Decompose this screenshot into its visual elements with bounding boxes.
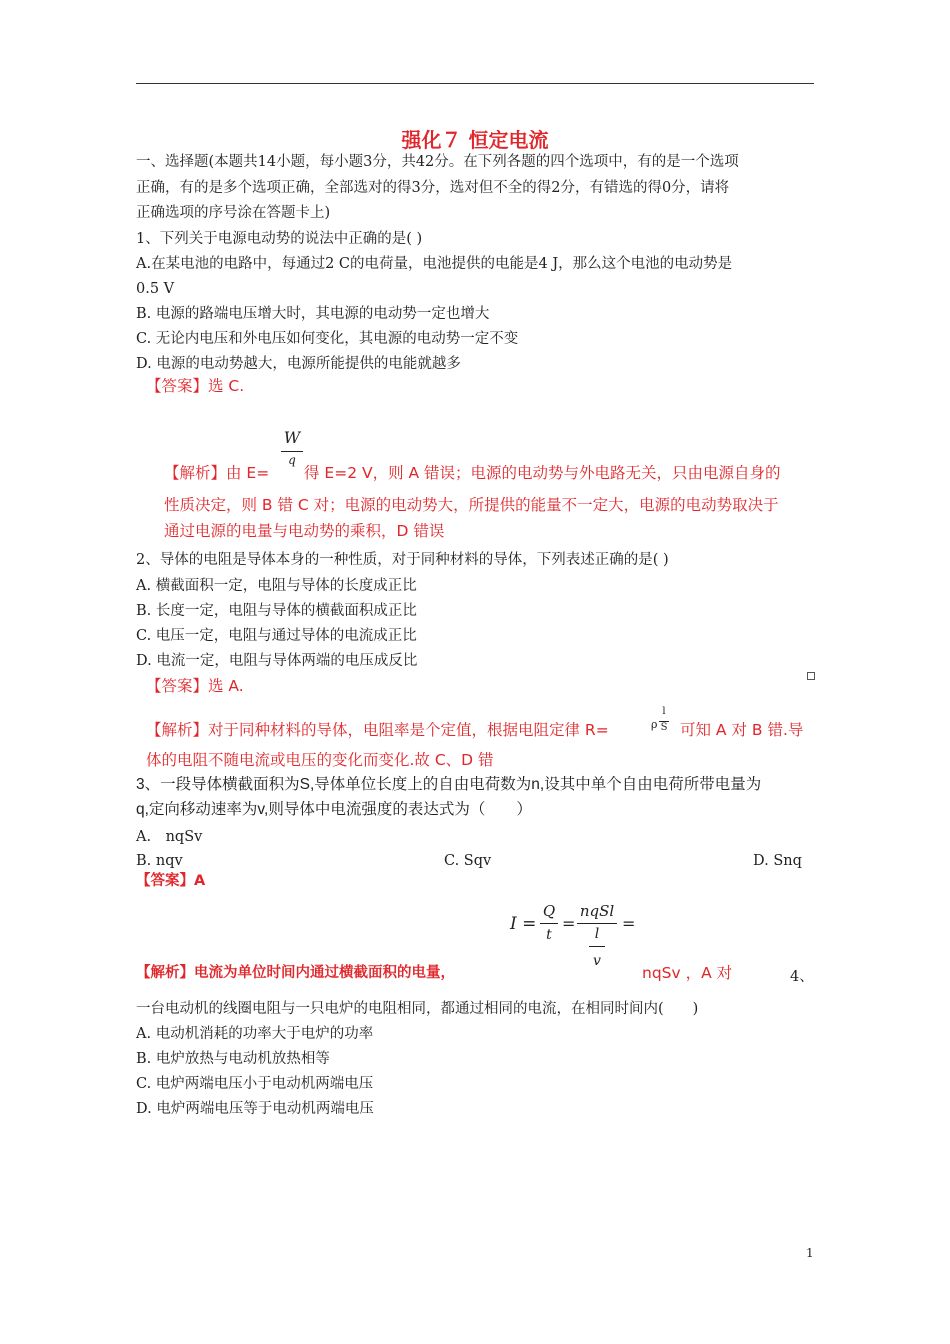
q2-option-b: B. 长度一定，电阻与导体的横截面积成正比: [136, 603, 417, 619]
q1-stem: 1、下列关于电源电动势的说法中正确的是( ): [136, 231, 423, 247]
q3-formula-q-denominator: t: [546, 927, 552, 943]
q1-frac-line: [281, 451, 303, 452]
q3-formula-v: v: [593, 953, 601, 969]
intro-line-3: 正确选项的序号涂在答题卡上): [136, 205, 331, 221]
q2-answer: 【答案】选 A.: [146, 677, 244, 695]
q4-option-a: A. 电动机消耗的功率大于电炉的功率: [136, 1026, 374, 1042]
q4-option-b: B. 电炉放热与电动机放热相等: [136, 1051, 330, 1067]
q2-frac-denominator: S: [660, 722, 668, 733]
q4-stem: 一台电动机的线圈电阻与一只电炉的电阻相同，都通过相同的电流，在相同时间内( ): [136, 1001, 699, 1017]
header-rule: [136, 83, 814, 84]
q4-option-d: D. 电炉两端电压等于电动机两端电压: [136, 1101, 374, 1117]
q1-option-d: D. 电源的电动势越大，电源所能提供的电能就越多: [136, 356, 461, 372]
q1-frac-numerator: W: [283, 428, 301, 447]
q3-analysis-end: nqSv ，A 对: [642, 964, 733, 982]
q2-analysis-rest: 可知 A 对 B 错.导: [680, 721, 804, 739]
q1-analysis-line-2: 性质决定，则 B 错 C 对；电源的电动势大，所提供的能量不一定大，电源的电动势取决于: [164, 496, 779, 514]
q2-option-d: D. 电流一定，电阻与导体两端的电压成反比: [136, 653, 418, 669]
q1-frac-denominator: q: [288, 453, 296, 467]
q3-formula-main-line: [577, 923, 617, 924]
q2-option-a: A. 横截面积一定，电阻与导体的长度成正比: [136, 578, 417, 594]
q3-stem-1: 3、一段导体横截面积为S,导体单位长度上的自由电荷数为n,设其中单个自由电荷所带电量为: [136, 776, 762, 793]
q1-analysis-rest: 得 E=2 V，则 A 错误；电源的电动势与外电路无关，只由电源自身的: [304, 464, 781, 482]
page-title: 强化７ 恒定电流: [401, 128, 549, 152]
q1-analysis-line-3: 通过电源的电量与电动势的乘积，D 错误: [164, 522, 445, 540]
q1-option-a-cont: 0.5 V: [136, 281, 175, 297]
q1-analysis-start: 【解析】由 E=: [164, 464, 270, 482]
q2-rho-symbol: ρ: [651, 718, 658, 731]
intro-line-1: 一、选择题(本题共14小题，每小题3分，共42分。在下列各题的四个选项中，有的是一个选项: [136, 154, 739, 170]
q3-stem-2: q,定向移动速率为v,则导体中电流强度的表达式为（ ）: [136, 801, 532, 818]
q4-option-c: C. 电炉两端电压小于电动机两端电压: [136, 1076, 374, 1092]
small-square-icon: [807, 672, 815, 680]
q3-formula-l: l: [594, 926, 600, 942]
q3-formula-inner-line: [589, 946, 605, 947]
q1-option-c: C. 无论内电压和外电压如何变化，其电源的电动势一定不变: [136, 331, 519, 347]
q2-frac-numerator: l: [662, 706, 666, 717]
q3-option-d: D. Snq: [753, 853, 802, 869]
q3-formula-q-line: [540, 923, 558, 924]
q3-formula-end-eq: =: [622, 914, 636, 933]
page-number: 1: [806, 1246, 814, 1260]
q3-answer: 【答案】A: [136, 873, 206, 889]
q1-option-a: A.在某电池的电路中，每通过2 C的电荷量，电池提供的电能是4 J，那么这个电池的电动势是: [136, 256, 733, 272]
q3-analysis-start: 【解析】电流为单位时间内通过横截面积的电量，: [136, 965, 455, 981]
q1-option-b: B. 电源的路端电压增大时，其电源的电动势一定也增大: [136, 306, 490, 322]
q3-formula-nqsl: nqSl: [579, 902, 615, 920]
intro-line-2: 正确，有的是多个选项正确，全部选对的得3分，选对但不全的得2分，有错选的得0分，请将: [136, 180, 730, 196]
q3-formula-eq: =: [562, 914, 576, 933]
q2-analysis-line-2: 体的电阻不随电流或电压的变化而变化.故 C、D 错: [146, 751, 494, 769]
q3-formula-lhs: I =: [510, 914, 537, 934]
q3-option-a: A. nqSv: [136, 829, 203, 845]
q2-analysis-start: 【解析】对于同种材料的导体，电阻率是个定值，根据电阻定律 R=: [146, 721, 609, 739]
q3-formula-q-numerator: Q: [542, 902, 556, 920]
q2-stem: 2、导体的电阻是导体本身的一种性质，对于同种材料的导体，下列表述正确的是( ): [136, 552, 669, 568]
q3-option-c: C. Sqv: [444, 853, 492, 869]
q1-answer: 【答案】选 C.: [146, 377, 245, 395]
q4-number: 4、: [790, 969, 814, 985]
q3-option-b: B. nqv: [136, 853, 183, 869]
q2-option-c: C. 电压一定，电阻与通过导体的电流成正比: [136, 628, 417, 644]
